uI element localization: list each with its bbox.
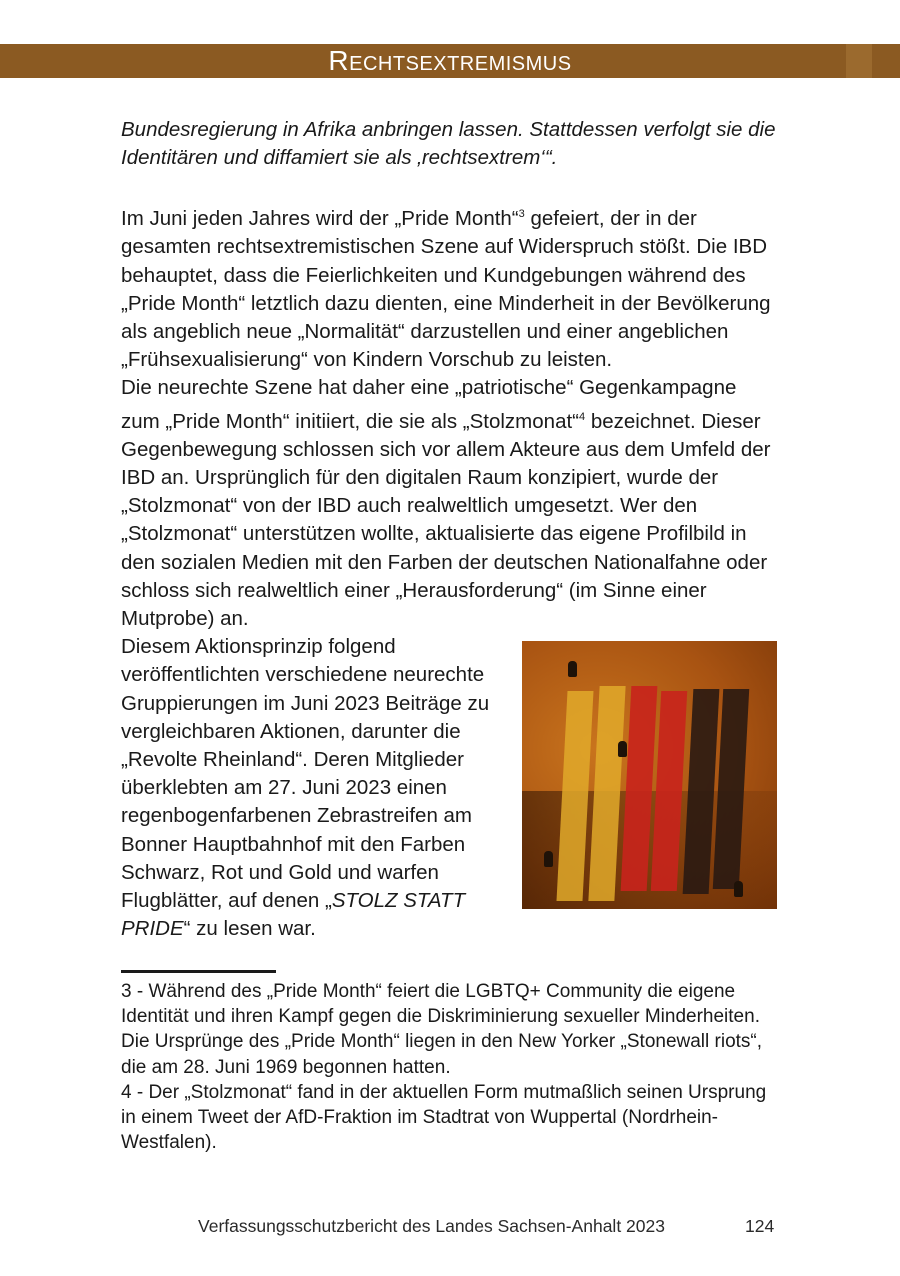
paragraph-text: Diesem Aktionsprinzip folgend veröffentlichten verschiedene neurechte Gruppierungen im Juni 2023 Beiträge zu vergleichbaren Aktionen, darunter die „Revolte Rheinland“. Deren Mitglieder überklebten am 27. Juni 2023 einen regenbogenfarbenen Zebrastreifen am Bonner Hauptbahnhof mit den Farben Schwarz, Rot und Gold und warfen Flugblätter, auf denen „ (121, 635, 490, 912)
photo-person (544, 851, 553, 867)
section-title: Rechtsextremismus (328, 45, 572, 76)
paragraph-stolzmonat (121, 374, 777, 633)
crosswalk-photo (522, 641, 777, 909)
paragraph-text: gefeiert, der in der gesamten rechtsextremistischen Szene auf Widerspruch stößt. Die IBD behauptet, dass die Feierlichkeiten und Kundgebungen während des „Pride Month“ letztlich dazu dienten, eine Minderheit in der Bevölkerung als angeblich neue „Normalität“ darzustellen und einer angeblichen „Frühsexualisierung“ von Kindern Vorschub zu leisten. (121, 207, 771, 372)
section-header-bar (0, 44, 900, 78)
paragraph-text: “ zu lesen war. (183, 917, 316, 941)
footnote-4: 4 - Der „Stolzmonat“ fand in der aktuellen Form mutmaßlich seinen Ursprung in einem Tweet der AfD-Fraktion im Stadtrat von Wuppertal (Nordrhein-Westfalen). (121, 1081, 767, 1154)
page-footer: Verfassungsschutzbericht des Landes Sachsen-Anhalt 2023 (198, 1216, 665, 1236)
page-number: 124 (745, 1216, 775, 1236)
paragraph-text: bezeichnet. Dieser Gegenbewegung schlossen sich vor allem Akteure aus dem Umfeld der IBD an. Ursprünglich für den digitalen Raum konzipiert, wurde der „Stolzmonat“ von der IBD auch realweltlich umgesetzt. Wer den „Stolzmonat“ unterstützen wollte, aktualisierte das eigene Profilbild in den sozialen Medien mit den Farben der deutschen Nationalfahne oder schloss sich realweltlich einer „Herausforderung“ (im Sinne einer Mutprobe) an. (121, 409, 771, 630)
paragraph-text: Im Juni jeden Jahres wird der „Pride Month“ (121, 207, 519, 231)
footnote-ref-4[interactable]: 4 (579, 410, 586, 423)
slogan-text: STOLZ STATT PRIDE (121, 888, 466, 941)
paragraph-text: Die neurechte Szene hat daher eine „patriotische“ Gegenkampagne zum „Pride Month“ initiiert, die sie als „Stolzmonat“ (121, 376, 737, 433)
paragraph-pride-month (121, 200, 777, 374)
photo-person (618, 741, 627, 757)
footnotes (121, 979, 781, 1155)
footnote-ref-3[interactable]: 3 (518, 208, 525, 221)
footnote-divider (121, 970, 276, 973)
footnote-3: 3 - Während des „Pride Month“ feiert die LGBTQ+ Community die eigene Identität und ihren Kampf gegen die Diskriminierung sexueller Minderheiten. Die Ursprünge des „Pride Month“ liegen in den New Yorker „Stonewall riots“, die am 28. Juni 1969 begonnen hatten. (121, 981, 763, 1078)
photo-person (734, 881, 743, 897)
main-content (121, 116, 777, 943)
intro-paragraph: Bundesregierung in Afrika anbringen lassen. Stattdessen verfolgt sie die Identitären und diffamiert sie als ‚rechtsextrem‘“. (121, 118, 776, 170)
photo-person (568, 661, 577, 677)
